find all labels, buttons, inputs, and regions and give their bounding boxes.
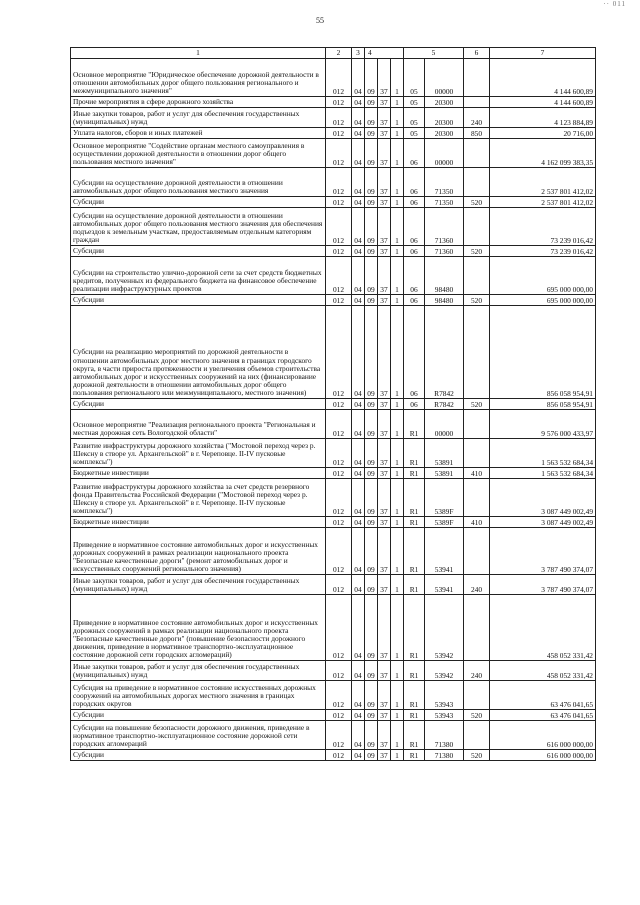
col-4-code-a: 09 (365, 257, 378, 295)
col-2-code: 012 (326, 246, 352, 257)
col-5-code-b: 53891 (425, 468, 464, 479)
col-5-code-b: 71380 (425, 750, 464, 761)
table-row (71, 721, 596, 750)
col-5-code-a: R1 (404, 710, 425, 721)
col-4-code-c: 1 (391, 750, 404, 761)
col-4-code-c: 1 (391, 128, 404, 139)
row-name: Субсидии (71, 197, 326, 208)
col-2-code: 012 (326, 681, 352, 710)
col-4-code-a: 09 (365, 306, 378, 399)
col-2-code: 012 (326, 97, 352, 108)
col-7-amount: 458 052 331,42 (490, 661, 596, 681)
col-4-code-c: 1 (391, 108, 404, 128)
col-4-code-b: 37 (378, 306, 391, 399)
row-name: Субсидии на строительство улично-дорожной сети за счет средств бюджетных кредитов, полученных из федерального бюджета на финансовое обеспечение реализации инфраструктурных проектов (71, 257, 326, 295)
col-5-code-b: 53891 (425, 439, 464, 468)
col-7-amount: 695 000 000,00 (490, 257, 596, 295)
col-4-code-a: 09 (365, 128, 378, 139)
col-3-code: 04 (352, 681, 365, 710)
col-3-code: 04 (352, 59, 365, 97)
table-row (71, 59, 596, 97)
row-name: Субсидии (71, 295, 326, 306)
col-2-code: 012 (326, 399, 352, 410)
col-5-code-a: 06 (404, 168, 425, 197)
col-4-code-b: 37 (378, 399, 391, 410)
col-5-code-b: R7842 (425, 399, 464, 410)
table-body (71, 59, 596, 761)
row-name: Субсидия на приведение в нормативное состояние искусственных дорожных сооружений на автомобильных дорогах местного значения в границах городских округов (71, 681, 326, 710)
col-4-code-c: 1 (391, 575, 404, 595)
col-6-code (464, 139, 490, 168)
col-7-amount: 2 537 801 412,02 (490, 197, 596, 208)
col-3-code: 04 (352, 528, 365, 575)
col-4-code-c: 1 (391, 168, 404, 197)
col-5-code-b: 53943 (425, 681, 464, 710)
header-col-7: 7 (490, 48, 596, 59)
col-4-code-b: 37 (378, 197, 391, 208)
col-4-code-c: 1 (391, 661, 404, 681)
col-5-code-a: 06 (404, 295, 425, 306)
col-5-code-a: 06 (404, 139, 425, 168)
col-7-amount: 3 787 490 374,07 (490, 528, 596, 575)
col-2-code: 012 (326, 59, 352, 97)
col-3-code: 04 (352, 128, 365, 139)
col-2-code: 012 (326, 750, 352, 761)
col-5-code-b: 71360 (425, 246, 464, 257)
col-7-amount: 4 162 099 383,35 (490, 139, 596, 168)
col-4-code-c: 1 (391, 681, 404, 710)
col-5-code-a: R1 (404, 410, 425, 439)
col-4-code-a: 09 (365, 479, 378, 517)
col-6-code: 520 (464, 710, 490, 721)
col-2-code: 012 (326, 108, 352, 128)
row-name: Субсидии на реализацию мероприятий по дорожной деятельности в отношении автомобильных дорог местного значения в границах городского округа, в части прироста протяженности и увеличения объемов строительства автомобильных дорог и искусственных сооружений на них (финансирование дорожной деятельности в отношении автомобильных дорог общего пользования регионального или межмуниципального, местного значения) (71, 306, 326, 399)
header-col-2: 2 (326, 48, 352, 59)
col-7-amount: 856 058 954,91 (490, 306, 596, 399)
col-6-code (464, 410, 490, 439)
row-name: Прочие мероприятия в сфере дорожного хозяйства (71, 97, 326, 108)
col-7-amount: 9 576 000 433,97 (490, 410, 596, 439)
col-5-code-a: 06 (404, 208, 425, 246)
col-3-code: 04 (352, 439, 365, 468)
col-7-amount: 616 000 000,00 (490, 750, 596, 761)
col-6-code (464, 681, 490, 710)
table-row (71, 208, 596, 246)
col-2-code: 012 (326, 257, 352, 295)
col-5-code-a: 06 (404, 306, 425, 399)
col-4-code-b: 37 (378, 246, 391, 257)
col-7-amount: 73 239 016,42 (490, 246, 596, 257)
col-2-code: 012 (326, 468, 352, 479)
col-2-code: 012 (326, 575, 352, 595)
header-row (71, 48, 596, 59)
col-4-code-a: 09 (365, 575, 378, 595)
col-6-code (464, 721, 490, 750)
col-7-amount: 63 476 041,65 (490, 710, 596, 721)
col-5-code-a: 06 (404, 257, 425, 295)
col-3-code: 04 (352, 97, 365, 108)
col-5-code-a: 05 (404, 128, 425, 139)
col-3-code: 04 (352, 595, 365, 661)
col-4-code-c: 1 (391, 468, 404, 479)
table-row (71, 168, 596, 197)
col-4-code-a: 09 (365, 59, 378, 97)
col-4-code-b: 37 (378, 97, 391, 108)
col-3-code: 04 (352, 246, 365, 257)
col-5-code-a: R1 (404, 595, 425, 661)
table-row (71, 575, 596, 595)
col-4-code-b: 37 (378, 108, 391, 128)
col-6-code (464, 168, 490, 197)
col-3-code: 04 (352, 108, 365, 128)
col-2-code: 012 (326, 197, 352, 208)
col-3-code: 04 (352, 399, 365, 410)
row-name: Иные закупки товаров, работ и услуг для обеспечения государственных (муниципальных) нужд (71, 575, 326, 595)
header-col-3: 3 (352, 48, 365, 59)
col-5-code-b: 00000 (425, 59, 464, 97)
col-4-code-a: 09 (365, 246, 378, 257)
col-4-code-c: 1 (391, 295, 404, 306)
col-4-code-a: 09 (365, 595, 378, 661)
row-name: Субсидии (71, 399, 326, 410)
col-6-code (464, 439, 490, 468)
col-5-code-a: R1 (404, 517, 425, 528)
col-2-code: 012 (326, 721, 352, 750)
col-5-code-a: 05 (404, 59, 425, 97)
table-row (71, 595, 596, 661)
col-3-code: 04 (352, 295, 365, 306)
col-4-code-a: 09 (365, 517, 378, 528)
col-5-code-a: 05 (404, 108, 425, 128)
col-5-code-b: 53941 (425, 575, 464, 595)
col-3-code: 04 (352, 575, 365, 595)
col-5-code-a: R1 (404, 750, 425, 761)
col-7-amount: 4 144 600,89 (490, 59, 596, 97)
table-row (71, 128, 596, 139)
col-3-code: 04 (352, 750, 365, 761)
table-row (71, 439, 596, 468)
col-7-amount: 73 239 016,42 (490, 208, 596, 246)
col-4-code-b: 37 (378, 721, 391, 750)
col-3-code: 04 (352, 721, 365, 750)
col-6-code: 410 (464, 517, 490, 528)
page-number: 55 (316, 16, 324, 25)
col-4-code-a: 09 (365, 399, 378, 410)
col-6-code: 850 (464, 128, 490, 139)
table-row (71, 750, 596, 761)
col-4-code-a: 09 (365, 108, 378, 128)
col-5-code-a: R1 (404, 661, 425, 681)
col-4-code-c: 1 (391, 721, 404, 750)
table-row (71, 257, 596, 295)
col-5-code-a: R1 (404, 528, 425, 575)
col-4-code-b: 37 (378, 517, 391, 528)
col-2-code: 012 (326, 295, 352, 306)
col-4-code-b: 37 (378, 595, 391, 661)
col-4-code-c: 1 (391, 410, 404, 439)
col-6-code: 520 (464, 399, 490, 410)
col-4-code-b: 37 (378, 681, 391, 710)
table-row (71, 295, 596, 306)
col-3-code: 04 (352, 410, 365, 439)
col-6-code: 520 (464, 295, 490, 306)
col-5-code-a: R1 (404, 468, 425, 479)
col-5-code-a: 06 (404, 197, 425, 208)
col-6-code: 520 (464, 246, 490, 257)
col-7-amount: 63 476 041,65 (490, 681, 596, 710)
col-4-code-c: 1 (391, 528, 404, 575)
col-2-code: 012 (326, 595, 352, 661)
table-row (71, 681, 596, 710)
col-5-code-a: R1 (404, 681, 425, 710)
col-7-amount: 616 000 000,00 (490, 721, 596, 750)
header-col-1: 1 (71, 48, 326, 59)
col-4-code-b: 37 (378, 139, 391, 168)
col-5-code-b: R7842 (425, 306, 464, 399)
col-4-code-b: 37 (378, 528, 391, 575)
col-4-code-a: 09 (365, 139, 378, 168)
col-6-code: 240 (464, 108, 490, 128)
col-4-code-b: 37 (378, 468, 391, 479)
row-name: Развитие инфраструктуры дорожного хозяйства ("Мостовой переход через р. Шексну в створе ул. Архангельской" в г. Череповце. II-IV пусковые комплексы") (71, 439, 326, 468)
col-5-code-b: 00000 (425, 139, 464, 168)
col-4-code-a: 09 (365, 528, 378, 575)
col-6-code: 240 (464, 575, 490, 595)
col-5-code-b: 53942 (425, 661, 464, 681)
col-5-code-b: 00000 (425, 410, 464, 439)
col-4-code-c: 1 (391, 208, 404, 246)
col-2-code: 012 (326, 710, 352, 721)
row-name: Субсидии на осуществление дорожной деятельности в отношении автомобильных дорог общего пользования местного значения для обеспечения подъездов к земельным участкам, предоставляемым отдельным категориям граждан (71, 208, 326, 246)
table-row (71, 479, 596, 517)
col-5-code-b: 71380 (425, 721, 464, 750)
row-name: Субсидии (71, 710, 326, 721)
col-5-code-b: 5389F (425, 479, 464, 517)
col-2-code: 012 (326, 661, 352, 681)
col-5-code-b: 20300 (425, 128, 464, 139)
table-row (71, 399, 596, 410)
table-row (71, 710, 596, 721)
col-4-code-a: 09 (365, 168, 378, 197)
row-name: Бюджетные инвестиции (71, 517, 326, 528)
col-4-code-c: 1 (391, 197, 404, 208)
col-4-code-a: 09 (365, 661, 378, 681)
col-6-code (464, 208, 490, 246)
col-6-code (464, 306, 490, 399)
col-4-code-c: 1 (391, 257, 404, 295)
row-name: Развитие инфраструктуры дорожного хозяйства за счет средств резервного фонда Правительства Российской Федерации ("Мостовой переход через р. Шексну в створе ул. Архангельской" в г. Череповце. II-IV пусковые комплексы") (71, 479, 326, 517)
col-4-code-c: 1 (391, 710, 404, 721)
table-row (71, 517, 596, 528)
col-2-code: 012 (326, 139, 352, 168)
table-row (71, 410, 596, 439)
col-4-code-c: 1 (391, 246, 404, 257)
col-5-code-a: 06 (404, 246, 425, 257)
col-6-code (464, 257, 490, 295)
header-col-4: 4 (365, 48, 404, 59)
col-2-code: 012 (326, 128, 352, 139)
col-5-code-b: 71350 (425, 168, 464, 197)
col-4-code-b: 37 (378, 750, 391, 761)
table-row (71, 468, 596, 479)
col-4-code-a: 09 (365, 721, 378, 750)
col-5-code-b: 53942 (425, 595, 464, 661)
col-7-amount: 3 787 490 374,07 (490, 575, 596, 595)
col-6-code (464, 479, 490, 517)
col-2-code: 012 (326, 479, 352, 517)
col-3-code: 04 (352, 306, 365, 399)
table-row (71, 97, 596, 108)
col-6-code: 520 (464, 197, 490, 208)
col-4-code-b: 37 (378, 479, 391, 517)
row-name: Бюджетные инвестиции (71, 468, 326, 479)
col-4-code-a: 09 (365, 208, 378, 246)
table-row (71, 661, 596, 681)
row-name: Субсидии на повышение безопасности дорожного движения, приведение в нормативное транспортно-эксплуатационное состояние дорожной сети городских агломераций (71, 721, 326, 750)
row-name: Уплата налогов, сборов и иных платежей (71, 128, 326, 139)
col-4-code-c: 1 (391, 59, 404, 97)
row-name: Основное мероприятие "Содействие органам местного самоуправления в осуществлении дорожной деятельности в отношении дорог общего пользования местного значения" (71, 139, 326, 168)
col-4-code-b: 37 (378, 661, 391, 681)
col-4-code-c: 1 (391, 439, 404, 468)
col-7-amount: 4 123 884,89 (490, 108, 596, 128)
header-col-6: 6 (464, 48, 490, 59)
col-4-code-a: 09 (365, 750, 378, 761)
col-5-code-b: 98480 (425, 257, 464, 295)
col-7-amount: 695 000 000,00 (490, 295, 596, 306)
col-2-code: 012 (326, 208, 352, 246)
col-5-code-b: 5389F (425, 517, 464, 528)
col-6-code (464, 528, 490, 575)
col-4-code-b: 37 (378, 575, 391, 595)
col-4-code-b: 37 (378, 128, 391, 139)
col-7-amount: 1 563 532 684,34 (490, 439, 596, 468)
table-row (71, 246, 596, 257)
col-6-code (464, 97, 490, 108)
col-3-code: 04 (352, 197, 365, 208)
col-7-amount: 4 144 600,89 (490, 97, 596, 108)
corner-mark: ·· 011 (603, 0, 626, 8)
col-3-code: 04 (352, 168, 365, 197)
col-5-code-b: 20300 (425, 97, 464, 108)
col-4-code-a: 09 (365, 197, 378, 208)
col-6-code: 410 (464, 468, 490, 479)
col-4-code-c: 1 (391, 595, 404, 661)
col-4-code-b: 37 (378, 59, 391, 97)
row-name: Субсидии на осуществление дорожной деятельности в отношении автомобильных дорог общего пользования местного значения (71, 168, 326, 197)
col-2-code: 012 (326, 410, 352, 439)
col-3-code: 04 (352, 479, 365, 517)
col-4-code-c: 1 (391, 139, 404, 168)
row-name: Субсидии (71, 246, 326, 257)
col-4-code-a: 09 (365, 468, 378, 479)
col-4-code-a: 09 (365, 97, 378, 108)
table-row (71, 197, 596, 208)
col-5-code-b: 20300 (425, 108, 464, 128)
col-2-code: 012 (326, 306, 352, 399)
col-4-code-b: 37 (378, 295, 391, 306)
col-4-code-a: 09 (365, 439, 378, 468)
col-4-code-a: 09 (365, 410, 378, 439)
col-2-code: 012 (326, 528, 352, 575)
col-6-code (464, 595, 490, 661)
col-4-code-c: 1 (391, 97, 404, 108)
col-5-code-a: R1 (404, 721, 425, 750)
col-7-amount: 3 087 449 002,49 (490, 479, 596, 517)
col-5-code-b: 71350 (425, 197, 464, 208)
col-4-code-c: 1 (391, 306, 404, 399)
row-name: Основное мероприятие "Юридическое обеспечение дорожной деятельности в отношении автомобильных дорог общего пользования регионального и межмуниципального значения" (71, 59, 326, 97)
col-2-code: 012 (326, 168, 352, 197)
col-7-amount: 3 087 449 002,49 (490, 517, 596, 528)
table-row (71, 139, 596, 168)
row-name: Основное мероприятие "Реализация регионального проекта "Региональная и местная дорожная сеть Вологодской области" (71, 410, 326, 439)
col-5-code-b: 71360 (425, 208, 464, 246)
col-4-code-a: 09 (365, 681, 378, 710)
col-5-code-a: R1 (404, 479, 425, 517)
col-3-code: 04 (352, 710, 365, 721)
col-3-code: 04 (352, 257, 365, 295)
col-5-code-a: R1 (404, 439, 425, 468)
col-4-code-a: 09 (365, 295, 378, 306)
col-7-amount: 2 537 801 412,02 (490, 168, 596, 197)
col-7-amount: 20 716,00 (490, 128, 596, 139)
table-row (71, 528, 596, 575)
budget-table (70, 47, 596, 761)
col-4-code-a: 09 (365, 710, 378, 721)
col-3-code: 04 (352, 517, 365, 528)
col-4-code-c: 1 (391, 479, 404, 517)
row-name: Иные закупки товаров, работ и услуг для обеспечения государственных (муниципальных) нужд (71, 108, 326, 128)
row-name: Приведение в нормативное состояние автомобильных дорог и искусственных дорожных сооружений в рамках реализации национального проекта "Безопасные качественные дороги" (ремонт автомобильных дорог и искусственных сооружений регионального значения) (71, 528, 326, 575)
header-col-5: 5 (404, 48, 464, 59)
col-2-code: 012 (326, 439, 352, 468)
col-4-code-b: 37 (378, 208, 391, 246)
col-5-code-a: 05 (404, 97, 425, 108)
col-4-code-b: 37 (378, 710, 391, 721)
col-5-code-b: 53943 (425, 710, 464, 721)
col-2-code: 012 (326, 517, 352, 528)
col-7-amount: 1 563 532 684,34 (490, 468, 596, 479)
col-3-code: 04 (352, 139, 365, 168)
col-5-code-b: 53941 (425, 528, 464, 575)
col-4-code-b: 37 (378, 168, 391, 197)
col-6-code: 520 (464, 750, 490, 761)
col-4-code-c: 1 (391, 399, 404, 410)
col-7-amount: 458 052 331,42 (490, 595, 596, 661)
col-4-code-c: 1 (391, 517, 404, 528)
row-name: Иные закупки товаров, работ и услуг для обеспечения государственных (муниципальных) нужд (71, 661, 326, 681)
table-row (71, 306, 596, 399)
row-name: Субсидии (71, 750, 326, 761)
col-3-code: 04 (352, 468, 365, 479)
table-row (71, 108, 596, 128)
col-5-code-b: 98480 (425, 295, 464, 306)
col-6-code (464, 59, 490, 97)
col-6-code: 240 (464, 661, 490, 681)
col-7-amount: 856 058 954,91 (490, 399, 596, 410)
col-4-code-b: 37 (378, 439, 391, 468)
row-name: Приведение в нормативное состояние автомобильных дорог и искусственных дорожных сооружений в рамках реализации национального проекта "Безопасные качественные дороги" (повышение безопасности дорожного движения, приведение в нормативное транспортно-эксплуатационное состояние дорожной сети городских агломераций) (71, 595, 326, 661)
col-3-code: 04 (352, 208, 365, 246)
col-5-code-a: R1 (404, 575, 425, 595)
col-4-code-b: 37 (378, 257, 391, 295)
col-5-code-a: 06 (404, 399, 425, 410)
col-3-code: 04 (352, 661, 365, 681)
col-4-code-b: 37 (378, 410, 391, 439)
